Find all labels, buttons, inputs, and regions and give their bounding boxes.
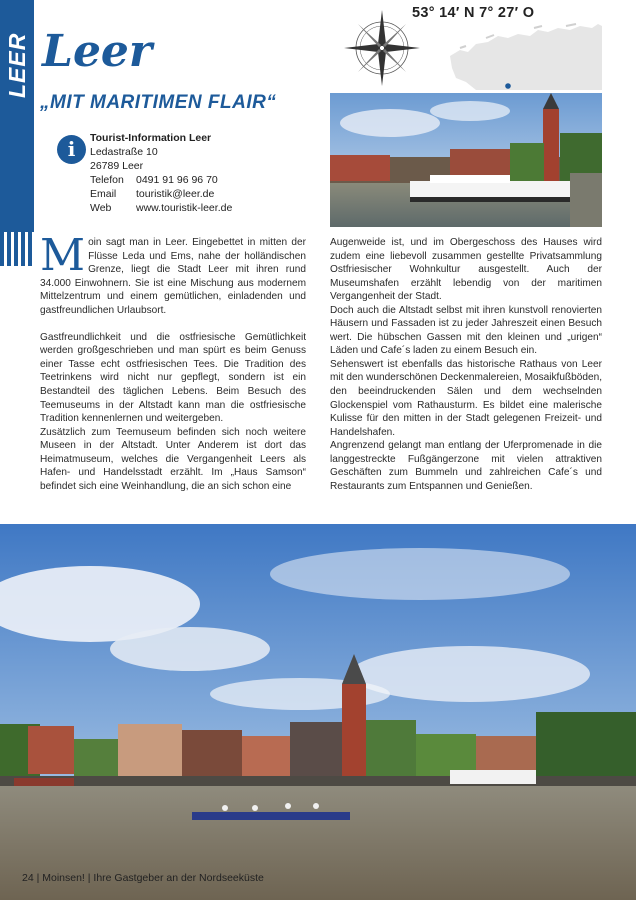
web-link[interactable]: www.touristik-leer.de (136, 202, 233, 214)
email-label: Email (90, 188, 117, 200)
article-paragraph: Augenweide ist, und im Obergeschoss des Hauses wird zudem eine liebevoll zusammen gestellte Privatsammlung Ostfriesischer Wohnkultur ausgestellt. Auch der Museumshafen erzählt lebendig von der maritimen Vergangenheit der Stadt. (330, 237, 602, 303)
contact-street: Ledastraße 10 (90, 146, 158, 158)
article-paragraph: Doch auch die Altstadt selbst mit ihren kunstvoll renovierten Häusern und Fassaden ist zu jeder Jahreszeit einen Besuch wert. Die hübschen Gassen mit den kleinen und „urigen“ Läden und Cafe´s laden zu einem Besuch ein. (330, 304, 602, 357)
page-footer: 24 | Moinsen! | Ihre Gastgeber an der Nordseeküste (22, 872, 264, 884)
info-icon: i (57, 135, 86, 164)
decorative-stripes (0, 232, 34, 266)
web-label: Web (90, 202, 112, 214)
page-title: Leer (42, 26, 153, 77)
subtitle: „MIT MARITIMEN FLAIR“ (40, 92, 277, 113)
coordinates: 53° 14′ N 7° 27′ O (412, 5, 535, 21)
email-link[interactable]: touristik@leer.de (136, 188, 215, 200)
drop-cap: M (40, 230, 86, 281)
side-banner (0, 0, 34, 232)
article-column-1 (40, 230, 306, 493)
article-paragraph: oin sagt man in Leer. Eingebettet in mitten der Flüsse Leda und Ems, nahe der holländischen Grenze, liegt die Stadt Leer mit ihren rund 34.000 Einwohnern. Sie ist eine Mischung aus modernem Mittelzentrum und einem gemütlichen, einladenden und gastfreundlichen Urlaubsort. (40, 237, 306, 316)
article-paragraph: Sehenswert ist ebenfalls das historische Rathaus von Leer mit den wunderschönen Deckenmalereien, Mosaikfußböden, den beeindruckenden Sälen und dem wechselnden Glockenspiel vom Rathausturm. Es bildet eine malerische Kulisse für den mitten in der Stadt gelegenen Freizeit- und Handelshafen. (330, 358, 602, 438)
article-paragraph: Zusätzlich zum Teemuseum befinden sich noch weitere Museen in der Altstadt. Unter Anderem ist dort das Heimatmuseum, welches die Vergangenheit Leers als Hafen- und Handelsstadt erzählt. Im „Haus Samson“ befindet sich eine Weinhandlung, die an sich schon eine (40, 426, 306, 492)
contact-block (90, 131, 232, 215)
article-paragraph: Angrenzend gelangt man entlang der Uferpromenade in die langgestreckte Fußgängerzone mit vielen attraktiven Geschäften zum Bummeln und zahlreichen Cafe´s und Restaurants zum Entspannen und Genießen. (330, 440, 602, 492)
river-panorama-photo (0, 524, 636, 900)
phone-label: Telefon (90, 174, 124, 186)
side-label: LEER (4, 32, 30, 98)
harbor-photo (330, 93, 602, 227)
contact-city: 26789 Leer (90, 160, 144, 172)
phone-value: 0491 91 96 96 70 (136, 174, 218, 186)
contact-org: Tourist-Information Leer (90, 132, 212, 144)
article-column-2 (330, 236, 602, 493)
article-paragraph: Gastfreundlichkeit und die ostfriesische Gemütlichkeit werden großgeschrieben und man spürt es beim Genuss einer Tasse echt ostfriesischen Tees. Die Tradition des Teetrinkens wird nicht nur gepflegt, sondern ist ein Bestandteil des täglichen Lebens. Beim Besuch des Teemuseums in der Altstadt kann man die ostfriesische Tradition kennenlernen und weitergeben. (40, 331, 306, 425)
region-map (446, 20, 604, 90)
